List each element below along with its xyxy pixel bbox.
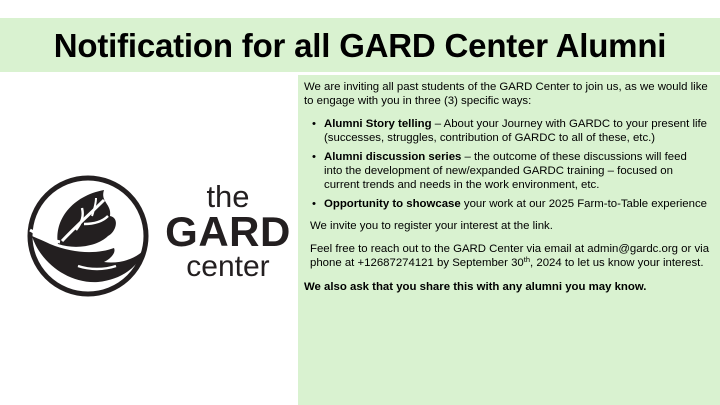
contact-superscript: th — [523, 254, 531, 264]
notice-box — [298, 75, 720, 405]
title-bold: GARD Center — [339, 26, 548, 64]
share-paragraph: We also ask that you share this with any alumni you may know. — [304, 280, 647, 293]
page-title — [53, 26, 667, 64]
contact-text-end: , 2024 to let us know your interest. — [530, 256, 704, 269]
list-item-text: your work at our 2025 Farm-to-Table experience — [460, 198, 707, 211]
gard-center-logo — [18, 170, 298, 310]
contact-text: Feel free to reach out to the GARD Center via email at admin@gardc.org or via phone at +12687274121 by September 30 — [310, 243, 710, 269]
logo-line-the: the — [206, 179, 250, 214]
leaf-hands-icon — [20, 170, 160, 304]
list-item-bold: Opportunity to showcase — [324, 198, 461, 211]
list-item-text: – the outcome of these discussions will feed into the development of new/expanded GARDC training – focused on current trends and needs in the work environment, etc. — [324, 151, 687, 191]
intro-paragraph: We are inviting all past students of the GARD Center to join us, as we would like to engage with you in three (3) specific ways: — [304, 81, 708, 107]
logo-line-center: center — [186, 250, 270, 283]
logo-wordmark — [158, 179, 298, 283]
invite-paragraph: We invite you to register your interest at the link. — [310, 219, 553, 232]
title-band — [0, 18, 720, 72]
contact-paragraph — [310, 243, 710, 270]
list-item-text: – About your Journey with GARDC to your present life (successes, struggles, contribution of GARDC to all of these, etc.) — [324, 118, 707, 144]
title-post: Alumni — [547, 26, 667, 64]
list-item-showcase — [304, 198, 710, 212]
title-pre: Notification for all — [53, 26, 340, 64]
list-item-discussion-series — [304, 151, 710, 192]
list-item-story-telling — [304, 118, 710, 145]
list-item-bold: Alumni Story telling — [324, 118, 432, 131]
engagement-list — [304, 118, 710, 212]
list-item-bold: Alumni discussion series — [324, 151, 462, 164]
logo-line-gard: GARD — [165, 208, 291, 255]
